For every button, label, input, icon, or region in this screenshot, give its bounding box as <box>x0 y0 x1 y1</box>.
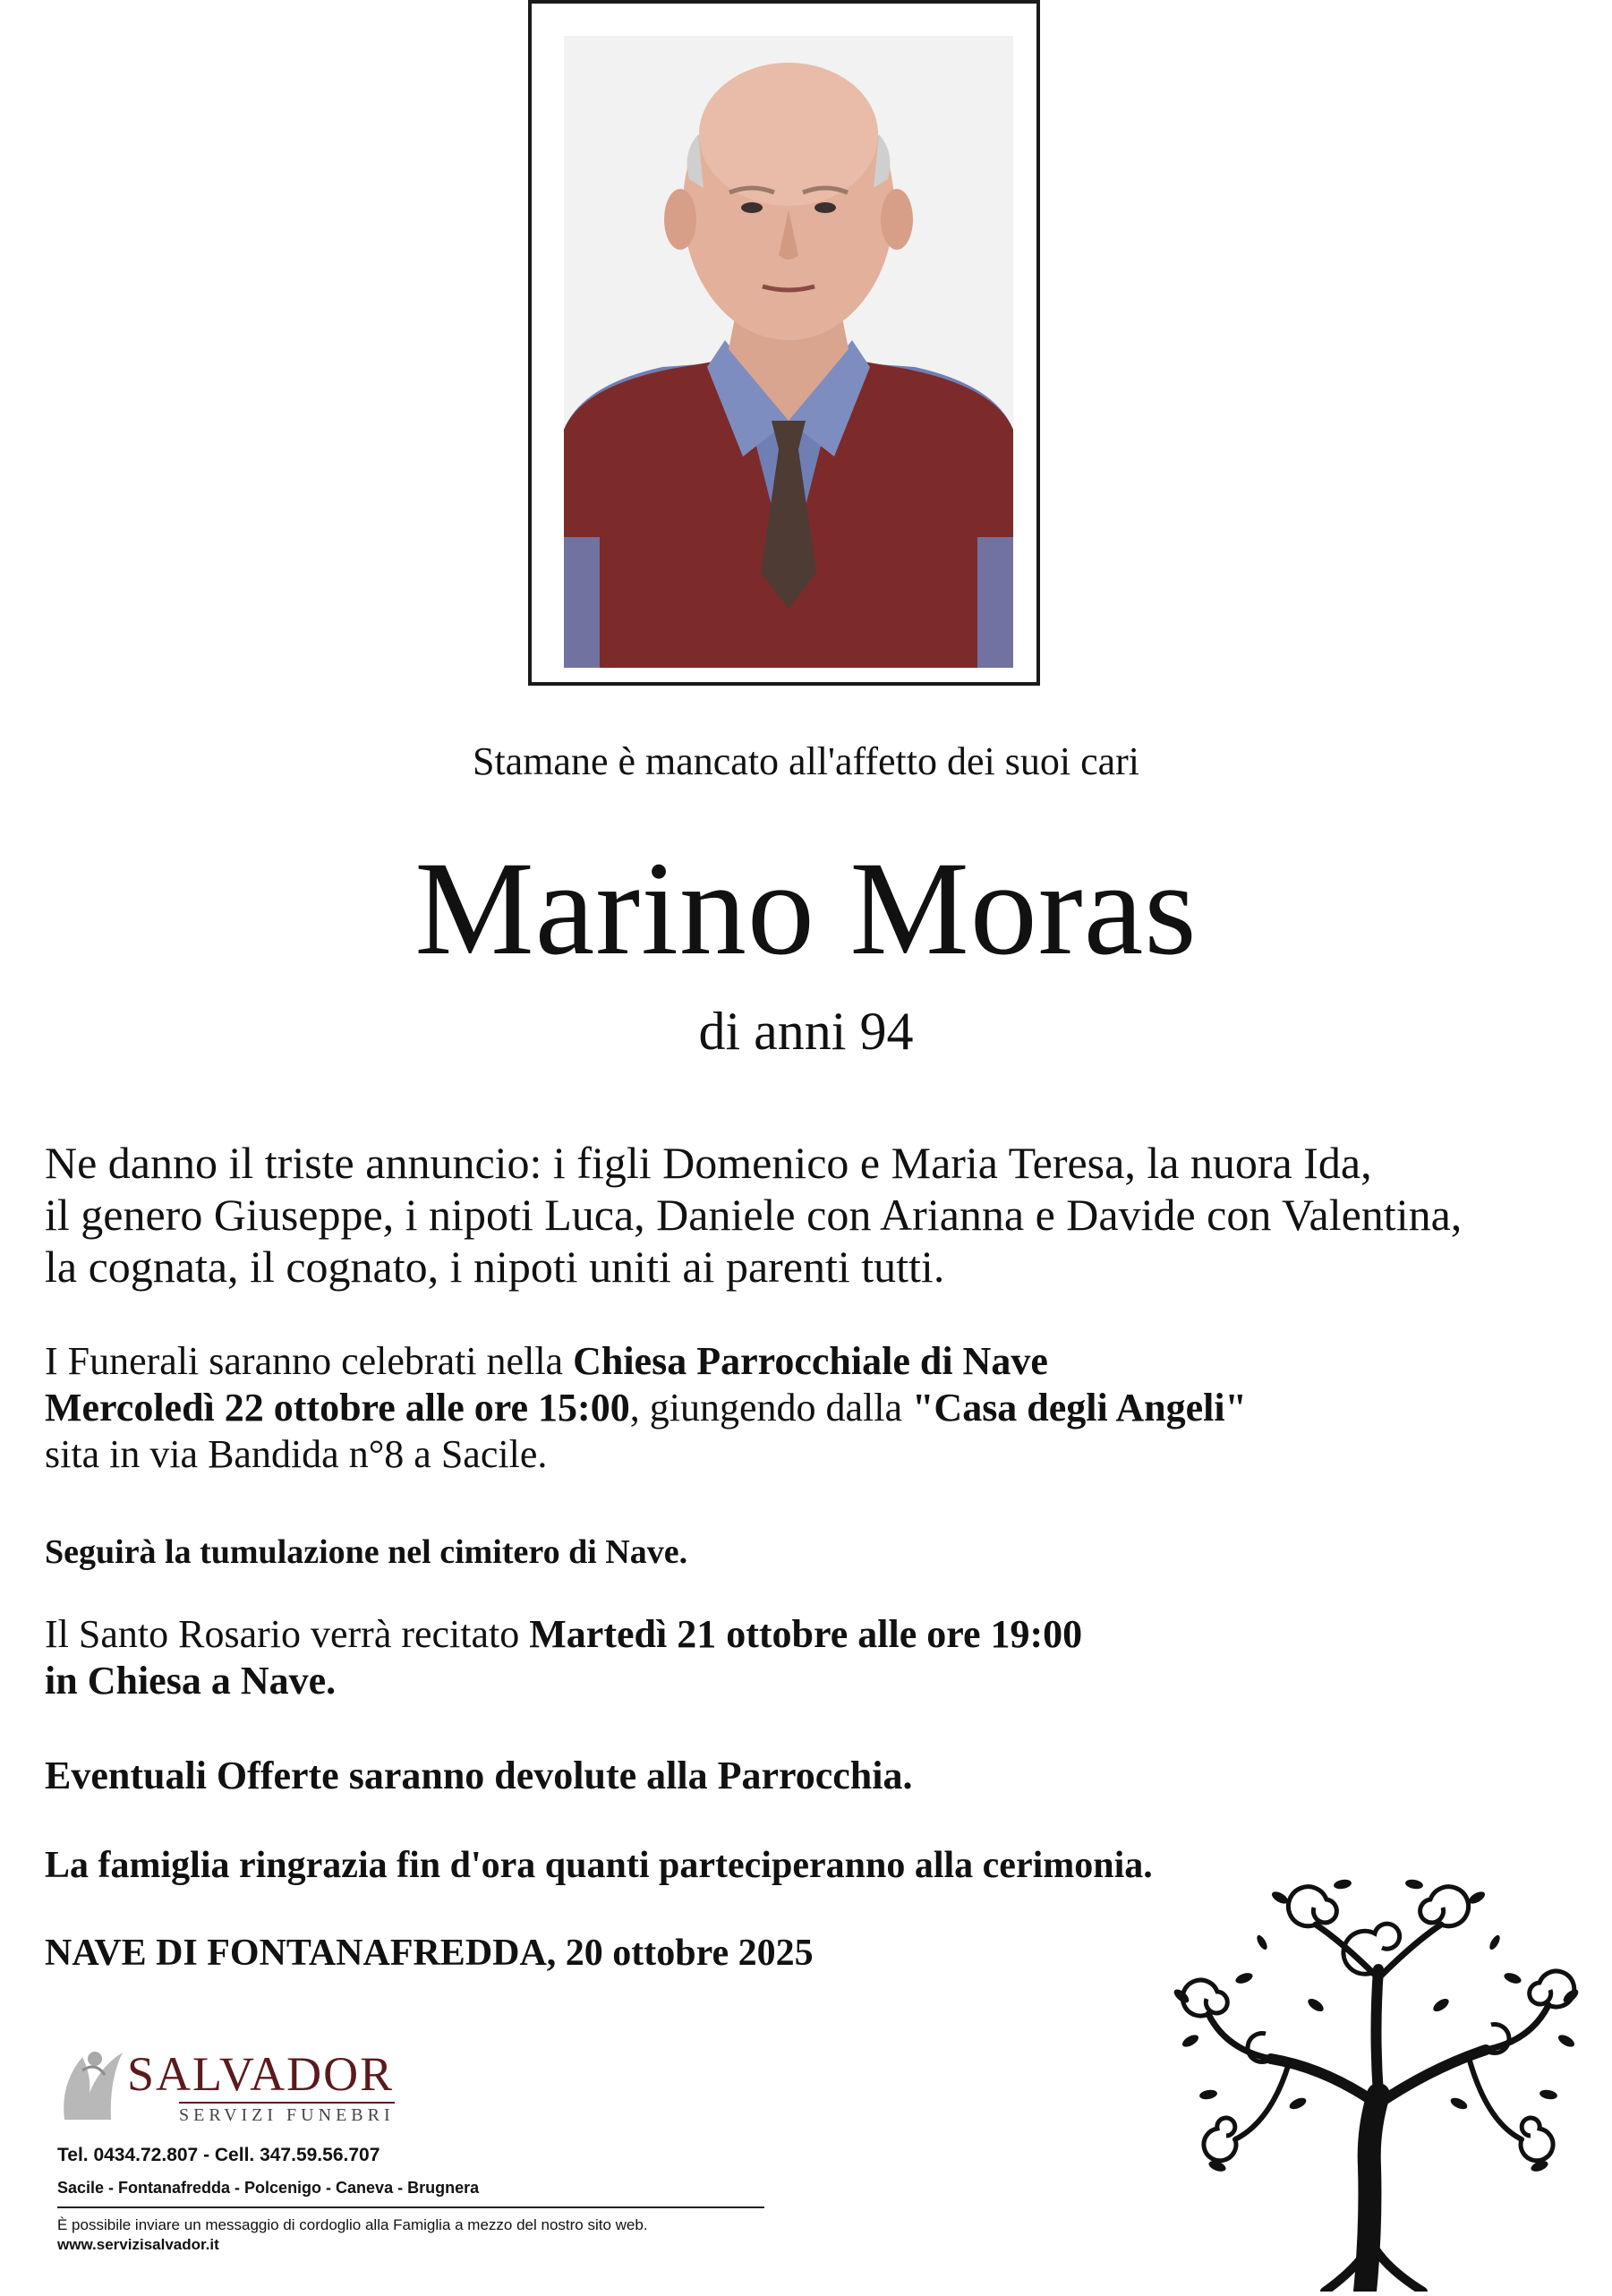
rosary-text: Il Santo Rosario verrà recitato <box>45 1612 530 1656</box>
deceased-age: di anni 94 <box>698 1002 914 1061</box>
condolence-message: È possibile inviare un messaggio di cordoglio alla Famiglia a mezzo del nostro sito web. <box>57 2216 648 2233</box>
tree-icon <box>1164 1871 1593 2292</box>
funeral-paragraph <box>45 1338 1566 1478</box>
contact-phone: Tel. 0434.72.807 - Cell. 347.59.56.707 <box>57 2145 380 2165</box>
angel-icon <box>55 2039 136 2129</box>
funeral-text: I Funerali saranno celebrati nella <box>45 1339 574 1383</box>
logo-subtitle: SERVIZI FUNEBRI <box>179 2102 395 2126</box>
rosary-datetime: Martedì 21 ottobre alle ore 19:00 <box>529 1612 1083 1656</box>
rosary-line-1 <box>45 1611 1566 1658</box>
funeral-line-1 <box>45 1338 1566 1385</box>
offerings-line: Eventuali Offerte saranno devolute alla Parrocchia. <box>45 1754 913 1797</box>
deceased-name: Marino Moras <box>414 834 1198 983</box>
footer-divider <box>57 2206 764 2208</box>
rosary-place: in Chiesa a Nave. <box>45 1659 337 1703</box>
announcement-line: la cognata, il cognato, i nipoti uniti ai parenti tutti. <box>45 1242 945 1292</box>
burial-line: Seguirà la tumulazione nel cimitero di Nave. <box>45 1533 688 1571</box>
tree-of-life-illustration <box>1164 1871 1593 2292</box>
service-towns: Sacile - Fontanafredda - Polcenigo - Caneva - Brugnera <box>57 2179 480 2197</box>
portrait-illustration <box>564 36 1013 668</box>
portrait-frame <box>528 0 1040 686</box>
thanks-line: La famiglia ringrazia fin d'ora quanti parteciperanno alla cerimonia. <box>45 1845 1153 1886</box>
place-date: NAVE DI FONTANAFREDDA, 20 ottobre 2025 <box>45 1933 814 1974</box>
funeral-text: , giungendo dalla <box>629 1386 912 1430</box>
funeral-origin: "Casa degli Angeli" <box>911 1386 1247 1430</box>
rosary-paragraph <box>45 1611 1566 1704</box>
announcement-paragraph <box>45 1137 1566 1293</box>
announcement-line: Ne danno il triste annuncio: i figli Domenico e Maria Teresa, la nuora Ida, <box>45 1138 1372 1188</box>
funeral-church: Chiesa Parrocchiale di Nave <box>573 1339 1048 1383</box>
website-link[interactable]: www.servizisalvador.it <box>57 2236 219 2253</box>
intro-line: Stamane è mancato all'affetto dei suoi cari <box>472 739 1140 783</box>
portrait-photo <box>564 36 1013 668</box>
salvador-logo <box>55 2039 414 2129</box>
announcement-line: il genero Giuseppe, i nipoti Luca, Daniele con Arianna e Davide con Valentina, <box>45 1190 1463 1240</box>
funeral-line-3: sita in via Bandida n°8 a Sacile. <box>45 1432 548 1476</box>
logo-wordmark: SALVADOR <box>127 2047 395 2101</box>
funeral-line-2 <box>45 1385 1566 1431</box>
funeral-datetime: Mercoledì 22 ottobre alle ore 15:00 <box>45 1386 630 1430</box>
